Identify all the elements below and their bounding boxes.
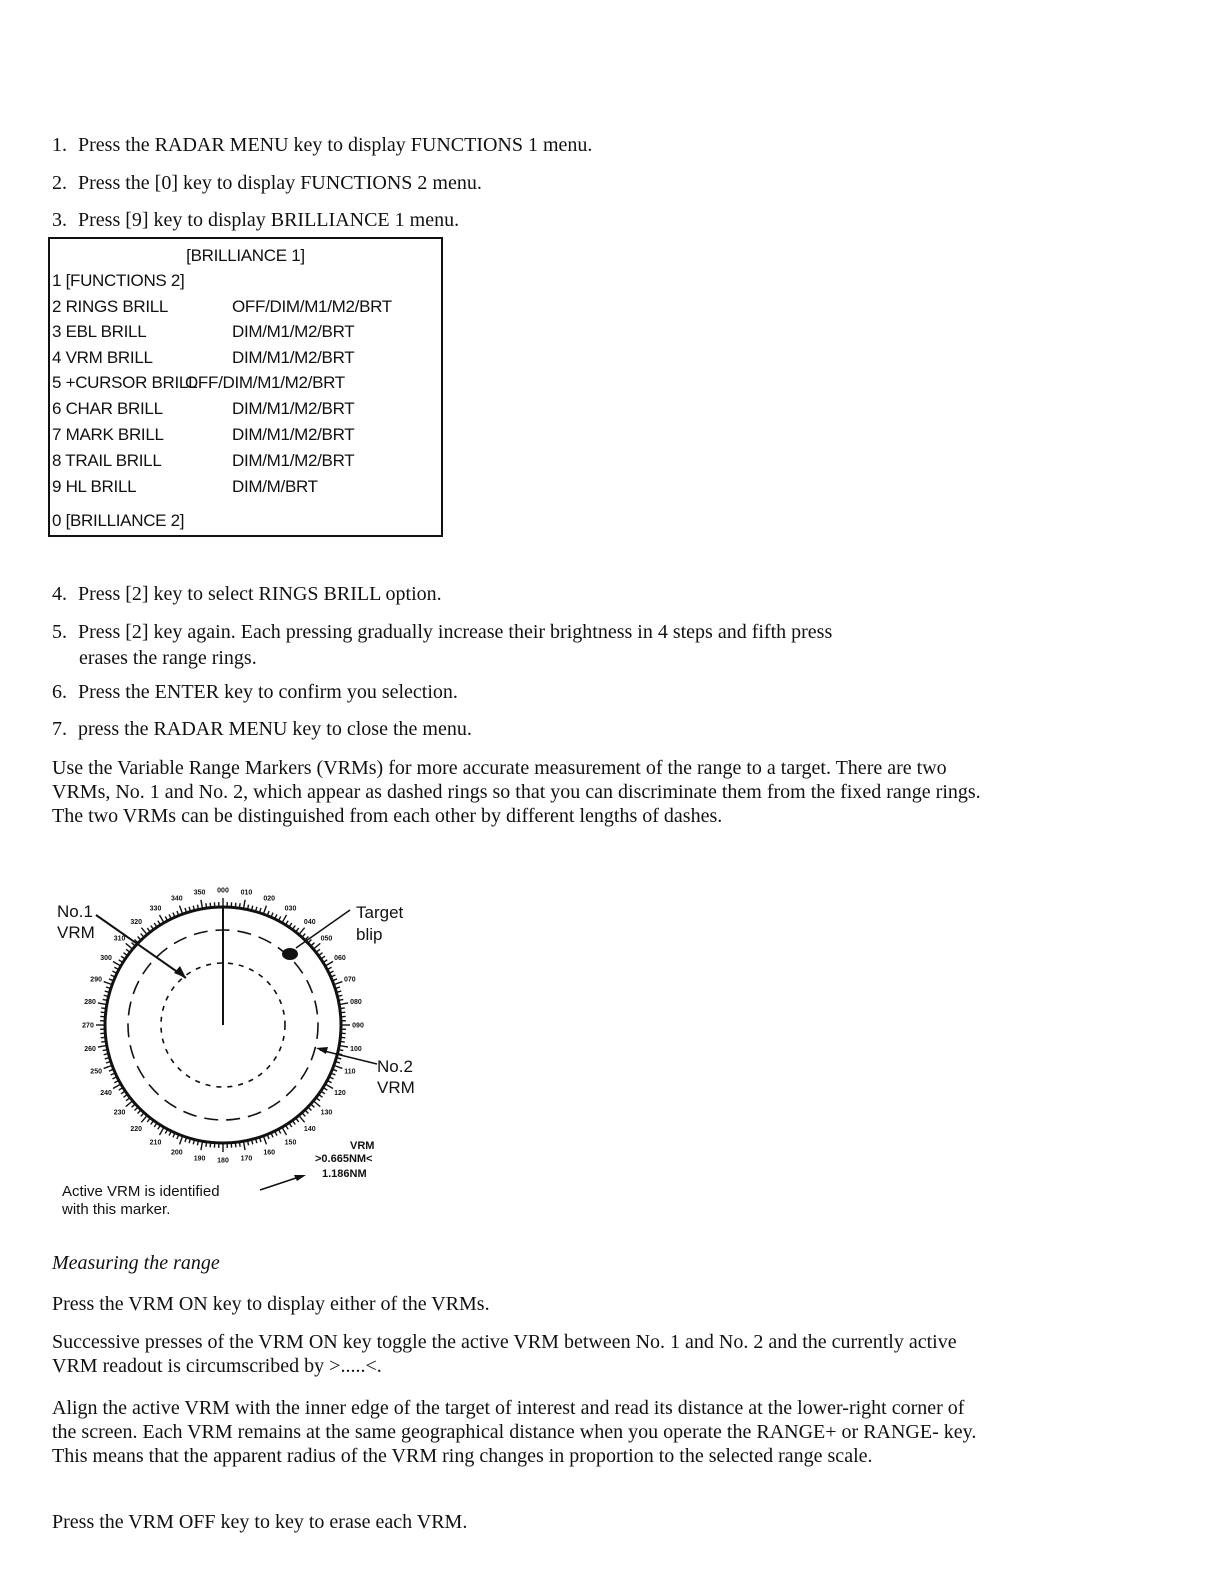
- bearing-label: 170: [240, 1155, 253, 1163]
- step-3: [52, 208, 459, 232]
- no2-label: No.2: [377, 1057, 413, 1076]
- readout-active: >0.665NM<: [315, 1153, 373, 1165]
- step-number: 4.: [52, 583, 67, 605]
- bearing-label: 300: [100, 955, 112, 962]
- bearing-label: 350: [193, 889, 206, 897]
- bearing-label: 120: [334, 1090, 346, 1097]
- brilliance-1-menu-box: [48, 237, 443, 537]
- paragraph-2: Successive presses of the VRM ON key toggle the active VRM between No. 1 and No. 2 and the currently active VRM readout is circumscribed by >.....<.: [52, 1331, 957, 1377]
- bearing-label: 260: [84, 1045, 96, 1053]
- bearing-label: 130: [320, 1109, 333, 1117]
- step-text: Press the [0] key to display FUNCTIONS 2 menu.: [78, 172, 482, 194]
- bearing-label: 160: [263, 1149, 276, 1157]
- target-blip-label: blip: [356, 925, 383, 944]
- menu-row-value: OFF/DIM/M1/M2/BRT: [185, 373, 345, 392]
- menu-row-label: 5 +CURSOR BRILL: [52, 373, 198, 392]
- bearing-label: 010: [240, 889, 253, 897]
- menu-row-label: 7 MARK BRILL: [52, 425, 164, 444]
- section-heading: Measuring the range: [52, 1252, 220, 1274]
- step-number: 3.: [52, 209, 67, 231]
- step-text: Press [2] key to select RINGS BRILL option.: [78, 583, 442, 605]
- bearing-label: 030: [284, 905, 297, 913]
- bearing-label: 320: [130, 919, 143, 927]
- menu-row-value: OFF/DIM/M1/M2/BRT: [232, 297, 392, 316]
- step-number: 2.: [52, 172, 67, 194]
- bearing-label: 080: [350, 999, 362, 1007]
- menu-row-value: DIM/M1/M2/BRT: [232, 322, 355, 341]
- step-text: Press the ENTER key to confirm you selection.: [78, 681, 458, 703]
- step-5: [52, 620, 832, 644]
- step-2: [52, 171, 482, 195]
- bearing-label: 290: [90, 976, 102, 984]
- bearing-label: 110: [344, 1068, 356, 1076]
- step-6: [52, 680, 458, 704]
- bearing-label: 280: [84, 999, 96, 1007]
- bearing-label: 020: [263, 895, 276, 903]
- bearing-label: 150: [284, 1139, 297, 1147]
- bearing-label: 000: [217, 887, 229, 895]
- bearing-label: 250: [90, 1068, 102, 1076]
- step-number: 1.: [52, 134, 67, 156]
- menu-row-value: DIM/M1/M2/BRT: [232, 399, 355, 418]
- menu-row-label: 3 EBL BRILL: [52, 322, 147, 341]
- bearing-label: 180: [217, 1157, 229, 1165]
- menu-title: [BRILLIANCE 1]: [186, 246, 305, 265]
- bearing-label: 040: [303, 919, 316, 927]
- bearing-label: 100: [350, 1045, 362, 1053]
- step-text: press the RADAR MENU key to close the menu.: [78, 718, 472, 740]
- bearing-label: 230: [113, 1109, 126, 1117]
- menu-row-label: 2 RINGS BRILL: [52, 297, 169, 316]
- bearing-label: 200: [170, 1149, 183, 1157]
- bearing-label: 060: [334, 955, 346, 962]
- step-7: [52, 717, 472, 741]
- menu-row-label: 8 TRAIL BRILL: [52, 451, 162, 470]
- menu-row-value: DIM/M1/M2/BRT: [232, 451, 355, 470]
- bearing-label: 330: [149, 905, 162, 913]
- bearing-label: 240: [100, 1090, 112, 1097]
- readout-title: VRM: [350, 1140, 375, 1152]
- active-note-line-2: with this marker.: [62, 1201, 171, 1218]
- step-number: 7.: [52, 718, 67, 740]
- step-text: Press [9] key to display BRILLIANCE 1 menu.: [78, 209, 460, 231]
- menu-row-value: DIM/M1/M2/BRT: [232, 425, 355, 444]
- step-1: [52, 133, 592, 157]
- no1-vrm-label: VRM: [57, 923, 95, 942]
- menu-row-value: DIM/M/BRT: [232, 477, 318, 496]
- step-4: [52, 582, 442, 606]
- paragraph-1: Press the VRM ON key to display either of the VRMs.: [52, 1293, 490, 1315]
- menu-row-label: 9 HL BRILL: [52, 477, 137, 496]
- step-5-continuation: erases the range rings.: [79, 647, 257, 669]
- bearing-label: 310: [113, 935, 126, 943]
- bearing-label: 210: [149, 1139, 162, 1147]
- step-number: 6.: [52, 681, 67, 703]
- no1-label: No.1: [57, 902, 93, 921]
- bearing-label: 270: [82, 1022, 94, 1030]
- target-label: Target: [356, 903, 404, 922]
- menu-row-value: DIM/M1/M2/BRT: [232, 348, 355, 367]
- paragraph-4: Press the VRM OFF key to key to erase each VRM.: [52, 1511, 468, 1533]
- step-text: Press the RADAR MENU key to display FUNCTIONS 1 menu.: [78, 134, 593, 156]
- vrm-intro-paragraph: Use the Variable Range Markers (VRMs) for more accurate measurement of the range to a target. There are two VRMs, No. 1 and No. 2, which appear as dashed rings so that you can discriminate them from the fixed range rings. The two VRMs can be distinguished from each other by different lengths of dashes.: [52, 757, 981, 827]
- bearing-label: 190: [193, 1155, 206, 1163]
- no2-vrm-label: VRM: [377, 1078, 415, 1097]
- radar-vrm-diagram: [40, 880, 460, 1225]
- menu-row-label: 6 CHAR BRILL: [52, 399, 163, 418]
- active-note-line-1: Active VRM is identified: [62, 1183, 220, 1200]
- step-text: Press [2] key again. Each pressing gradually increase their brightness in 4 steps and fifth press: [78, 621, 833, 643]
- readout-other: 1.186NM: [322, 1168, 367, 1180]
- bearing-label: 340: [170, 895, 183, 903]
- paragraph-3: Align the active VRM with the inner edge of the target of interest and read its distance at the lower-right corner of the screen. Each VRM remains at the same geographical distance when you operate the RANGE+ or RANGE- key. This means that the apparent radius of the VRM ring changes in proportion to the selected range scale.: [52, 1397, 977, 1467]
- menu-row-label: 1 [FUNCTIONS 2]: [52, 271, 185, 290]
- menu-row-label: 4 VRM BRILL: [52, 348, 153, 367]
- bearing-label: 070: [344, 976, 356, 984]
- radar-scope-illustration: [40, 880, 460, 1225]
- bearing-label: 140: [303, 1125, 316, 1133]
- no2-vrm-leader: [320, 1050, 377, 1064]
- target-blip-mark: [282, 948, 298, 960]
- bearing-label: 220: [130, 1125, 143, 1133]
- step-number: 5.: [52, 621, 67, 643]
- bearing-label: 050: [320, 935, 333, 943]
- bearing-label: 090: [352, 1022, 364, 1030]
- menu-row-label: 0 [BRILLIANCE 2]: [52, 511, 185, 530]
